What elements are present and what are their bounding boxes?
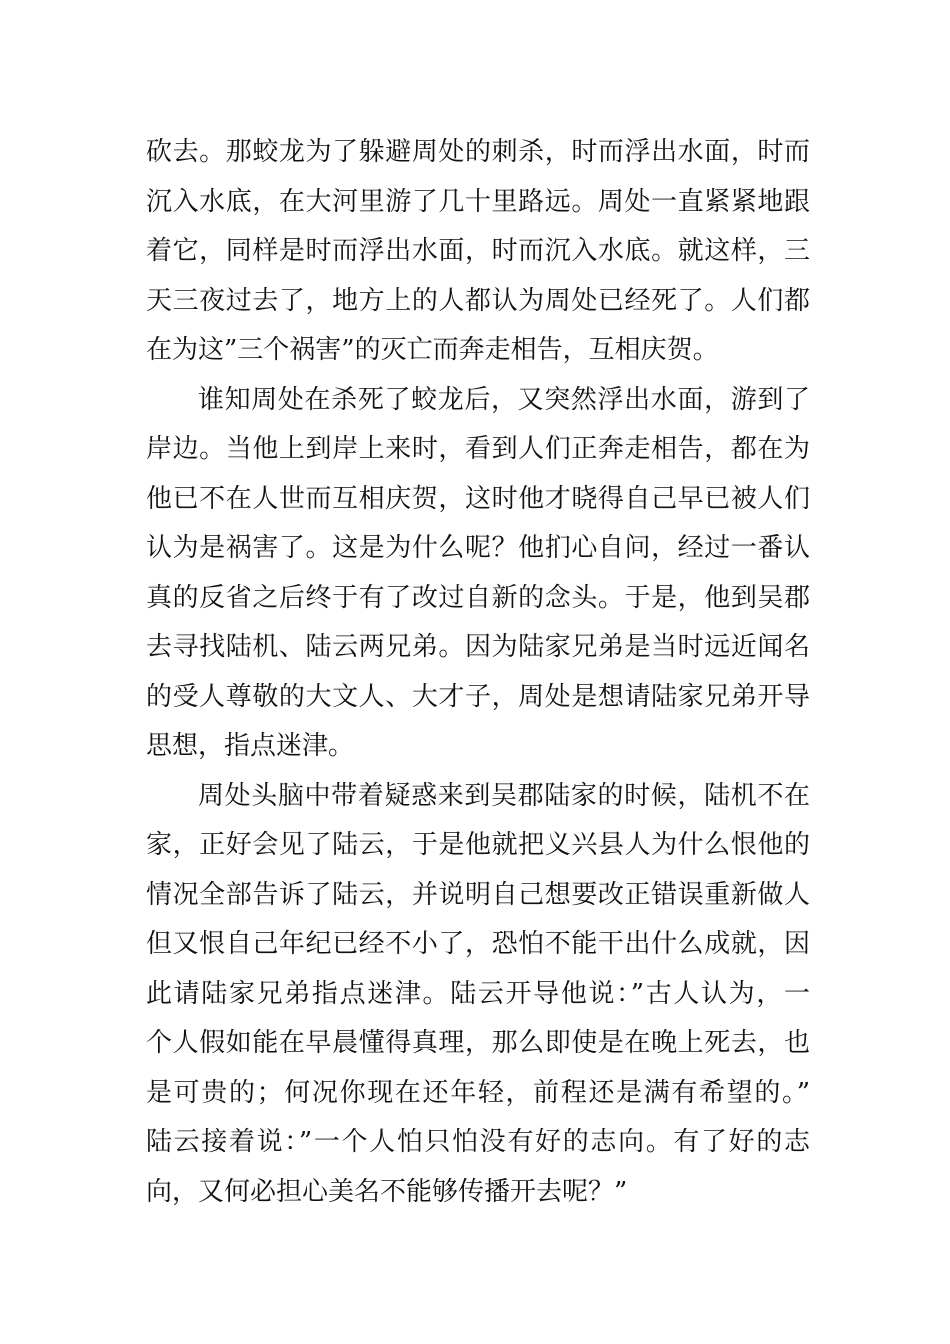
text-line: 家，正好会见了陆云，于是他就把义兴县人为什么恨他的 xyxy=(146,830,810,860)
text-line: 他已不在人世而互相庆贺，这时他才晓得自己早已被人们 xyxy=(146,483,810,514)
text-line: 周处头脑中带着疑惑来到吴郡陆家的时候，陆机不在 xyxy=(198,780,810,811)
text-line: 在为这”三个祸害”的灭亡而奔走相告，互相庆贺。 xyxy=(146,335,719,365)
text-line: 谁知周处在杀死了蛟龙后，又突然浮出水面，游到了 xyxy=(198,384,810,415)
text-line: 但又恨自己年纪已经不小了，恐怕不能干出什么成就，因 xyxy=(146,929,810,959)
text-line: 是可贵的；何况你现在还年轻，前程还是满有希望的。” xyxy=(146,1077,810,1108)
text-line: 思想，指点迷津。 xyxy=(146,731,355,761)
text-line: 着它，同样是时而浮出水面，时而沉入水底。就这样，三 xyxy=(146,236,810,266)
text-line: 砍去。那蛟龙为了躲避周处的刺杀，时而浮出水面，时而 xyxy=(146,137,810,167)
text-line: 真的反省之后终于有了改过自新的念头。于是，他到吴郡 xyxy=(146,582,810,613)
text-line: 陆云接着说：”一个人怕只怕没有好的志向。有了好的志 xyxy=(146,1127,810,1157)
body-text xyxy=(146,128,810,1217)
text-line: 此请陆家兄弟指点迷津。陆云开导他说：”古人认为，一 xyxy=(146,978,810,1009)
text-line: 情况全部告诉了陆云，并说明自己想要改正错误重新做人 xyxy=(146,879,810,910)
text-line: 个人假如能在早晨懂得真理，那么即使是在晚上死去，也 xyxy=(146,1028,810,1058)
text-line: 认为是祸害了。这是为什么呢？他扪心自问，经过一番认 xyxy=(146,533,810,563)
text-line: 去寻找陆机、陆云两兄弟。因为陆家兄弟是当时远近闻名 xyxy=(146,632,810,662)
text-line: 的受人尊敬的大文人、大才子，周处是想请陆家兄弟开导 xyxy=(146,681,810,712)
text-line: 向，又何必担心美名不能够传播开去呢？” xyxy=(146,1176,628,1207)
text-line: 天三夜过去了，地方上的人都认为周处已经死了。人们都 xyxy=(146,285,810,316)
text-line: 沉入水底，在大河里游了几十里路远。周处一直紧紧地跟 xyxy=(146,186,810,217)
text-line: 岸边。当他上到岸上来时，看到人们正奔走相告，都在为 xyxy=(146,434,810,464)
